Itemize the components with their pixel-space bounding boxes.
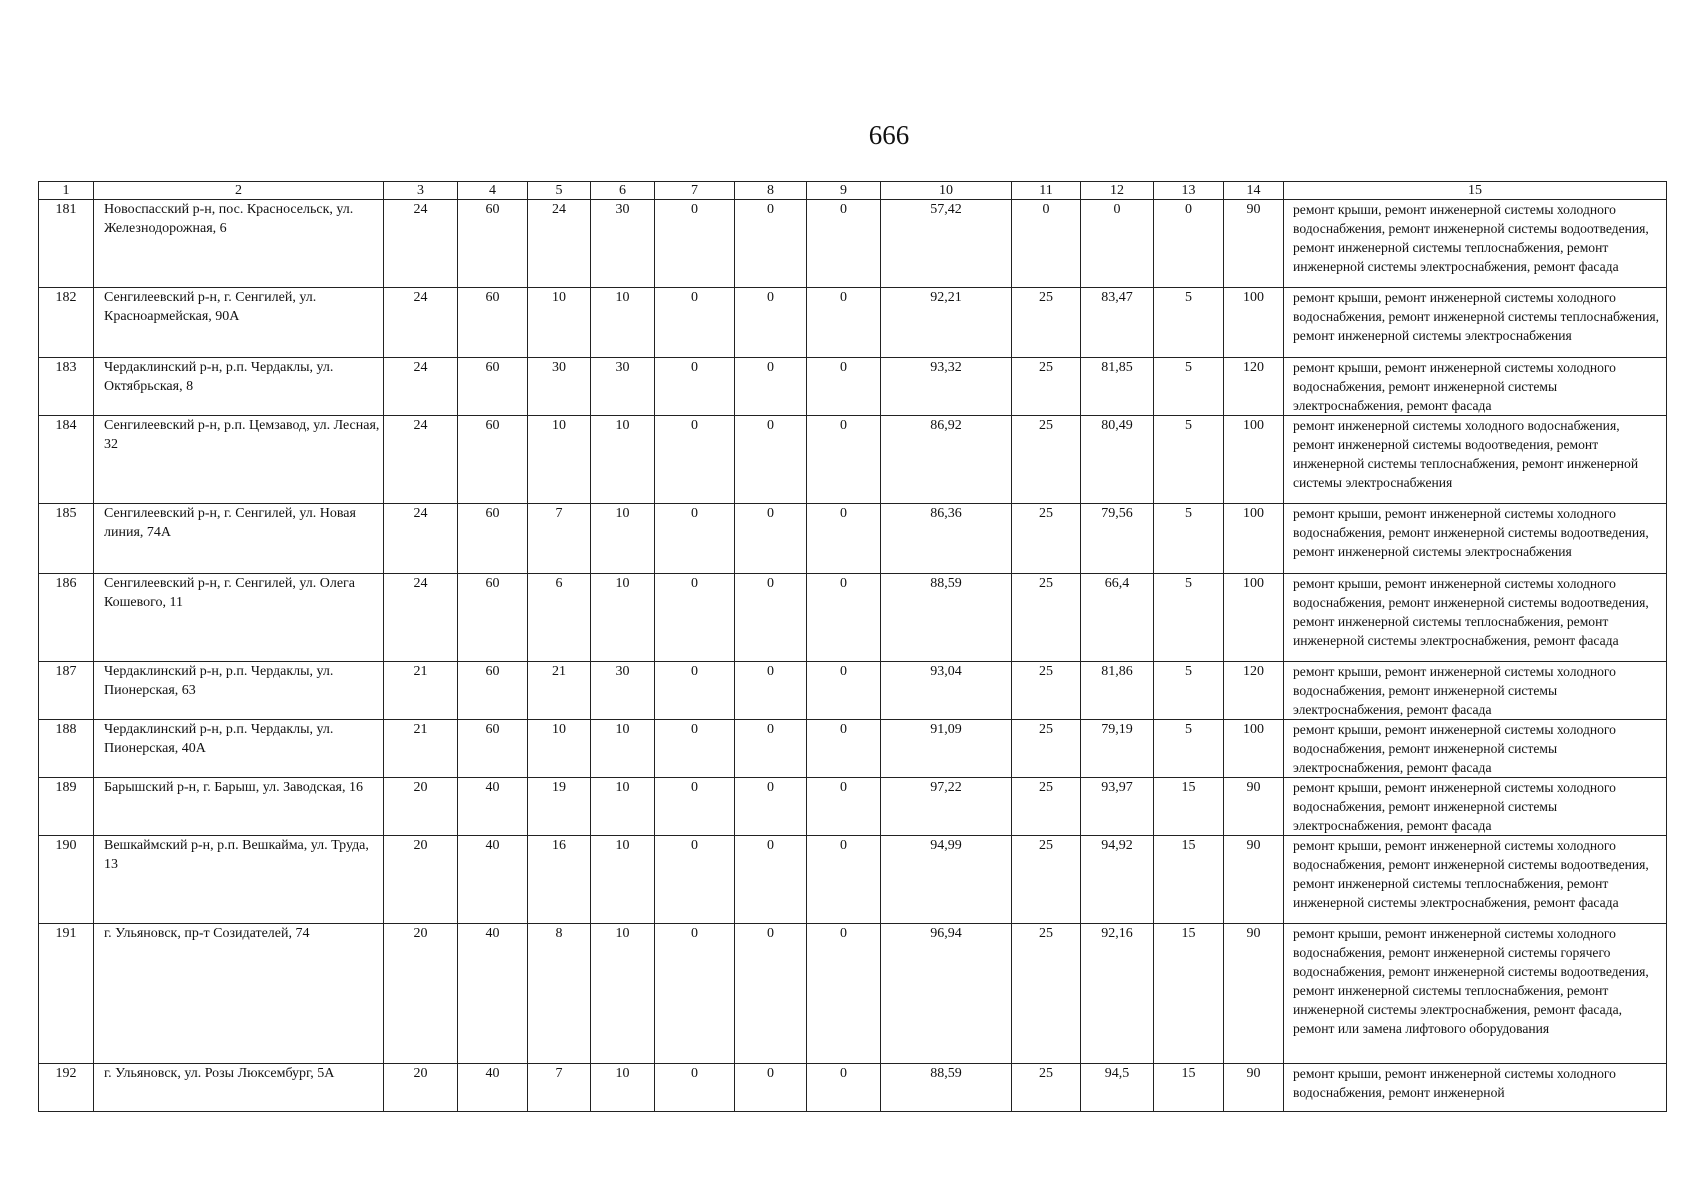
value-cell-9: 0	[807, 924, 881, 1064]
value-cell-12: 80,49	[1081, 416, 1154, 504]
value-cell-14: 100	[1224, 416, 1284, 504]
column-header-2: 2	[94, 182, 384, 200]
table-row	[39, 720, 1667, 778]
value-cell-14: 120	[1224, 662, 1284, 720]
value-cell-5: 7	[528, 504, 591, 574]
value-cell-12: 93,97	[1081, 778, 1154, 836]
value-cell-7: 0	[655, 720, 735, 778]
value-cell-14: 120	[1224, 358, 1284, 416]
table-header	[39, 182, 1667, 200]
value-cell-7: 0	[655, 200, 735, 288]
value-cell-4: 40	[458, 778, 528, 836]
value-cell-7: 0	[655, 358, 735, 416]
value-cell-11: 25	[1012, 288, 1081, 358]
address-cell: Сенгилеевский р-н, г. Сенгилей, ул. Новая линия, 74А	[94, 504, 384, 574]
table-row	[39, 200, 1667, 288]
value-cell-8: 0	[735, 662, 807, 720]
value-cell-11: 25	[1012, 358, 1081, 416]
column-header-14: 14	[1224, 182, 1284, 200]
column-header-13: 13	[1154, 182, 1224, 200]
value-cell-7: 0	[655, 1064, 735, 1112]
works-cell: ремонт инженерной системы холодного водоснабжения, ремонт инженерной системы водоотведения, ремонт инженерной системы теплоснабжения, ремонт инженерной системы электроснабжения	[1284, 416, 1667, 504]
value-cell-10: 86,92	[881, 416, 1012, 504]
address-cell: Сенгилеевский р-н, р.п. Цемзавод, ул. Лесная, 32	[94, 416, 384, 504]
value-cell-5: 21	[528, 662, 591, 720]
value-cell-5: 8	[528, 924, 591, 1064]
value-cell-11: 25	[1012, 574, 1081, 662]
value-cell-7: 0	[655, 778, 735, 836]
value-cell-10: 88,59	[881, 1064, 1012, 1112]
value-cell-13: 15	[1154, 924, 1224, 1064]
value-cell-9: 0	[807, 836, 881, 924]
row-number: 185	[39, 504, 94, 574]
works-cell: ремонт крыши, ремонт инженерной системы холодного водоснабжения, ремонт инженерной системы электроснабжения, ремонт фасада	[1284, 778, 1667, 836]
value-cell-3: 21	[384, 662, 458, 720]
value-cell-13: 5	[1154, 662, 1224, 720]
works-cell: ремонт крыши, ремонт инженерной системы холодного водоснабжения, ремонт инженерной	[1284, 1064, 1667, 1112]
row-number: 183	[39, 358, 94, 416]
table-row	[39, 288, 1667, 358]
value-cell-5: 30	[528, 358, 591, 416]
value-cell-13: 5	[1154, 504, 1224, 574]
value-cell-4: 40	[458, 924, 528, 1064]
value-cell-10: 94,99	[881, 836, 1012, 924]
value-cell-11: 25	[1012, 924, 1081, 1064]
value-cell-8: 0	[735, 1064, 807, 1112]
column-header-4: 4	[458, 182, 528, 200]
value-cell-3: 20	[384, 924, 458, 1064]
works-cell: ремонт крыши, ремонт инженерной системы холодного водоснабжения, ремонт инженерной системы водоотведения, ремонт инженерной системы теплоснабжения, ремонт инженерной системы электроснабжения, ремонт фасада	[1284, 574, 1667, 662]
value-cell-9: 0	[807, 288, 881, 358]
value-cell-8: 0	[735, 200, 807, 288]
value-cell-6: 10	[591, 778, 655, 836]
value-cell-14: 90	[1224, 200, 1284, 288]
value-cell-3: 24	[384, 288, 458, 358]
header-row	[39, 182, 1667, 200]
value-cell-14: 100	[1224, 574, 1284, 662]
value-cell-8: 0	[735, 358, 807, 416]
value-cell-3: 24	[384, 200, 458, 288]
works-cell: ремонт крыши, ремонт инженерной системы холодного водоснабжения, ремонт инженерной системы водоотведения, ремонт инженерной системы теплоснабжения, ремонт инженерной системы электроснабжения, ремонт фасада	[1284, 836, 1667, 924]
value-cell-11: 0	[1012, 200, 1081, 288]
value-cell-14: 90	[1224, 836, 1284, 924]
value-cell-5: 10	[528, 416, 591, 504]
value-cell-8: 0	[735, 504, 807, 574]
value-cell-3: 21	[384, 720, 458, 778]
value-cell-5: 19	[528, 778, 591, 836]
value-cell-7: 0	[655, 416, 735, 504]
value-cell-4: 60	[458, 662, 528, 720]
value-cell-10: 93,32	[881, 358, 1012, 416]
value-cell-11: 25	[1012, 504, 1081, 574]
value-cell-14: 90	[1224, 1064, 1284, 1112]
value-cell-12: 79,19	[1081, 720, 1154, 778]
value-cell-9: 0	[807, 662, 881, 720]
address-cell: Вешкаймский р-н, р.п. Вешкайма, ул. Труда, 13	[94, 836, 384, 924]
value-cell-4: 60	[458, 288, 528, 358]
value-cell-14: 90	[1224, 924, 1284, 1064]
table-row	[39, 574, 1667, 662]
value-cell-12: 83,47	[1081, 288, 1154, 358]
value-cell-6: 10	[591, 504, 655, 574]
value-cell-6: 10	[591, 924, 655, 1064]
works-cell: ремонт крыши, ремонт инженерной системы холодного водоснабжения, ремонт инженерной системы теплоснабжения, ремонт инженерной системы электроснабжения	[1284, 288, 1667, 358]
value-cell-5: 6	[528, 574, 591, 662]
value-cell-10: 97,22	[881, 778, 1012, 836]
value-cell-12: 92,16	[1081, 924, 1154, 1064]
row-number: 192	[39, 1064, 94, 1112]
value-cell-5: 10	[528, 720, 591, 778]
value-cell-5: 16	[528, 836, 591, 924]
value-cell-3: 24	[384, 416, 458, 504]
value-cell-14: 90	[1224, 778, 1284, 836]
value-cell-9: 0	[807, 358, 881, 416]
works-cell: ремонт крыши, ремонт инженерной системы холодного водоснабжения, ремонт инженерной системы электроснабжения, ремонт фасада	[1284, 720, 1667, 778]
column-header-7: 7	[655, 182, 735, 200]
value-cell-10: 91,09	[881, 720, 1012, 778]
value-cell-8: 0	[735, 720, 807, 778]
column-header-8: 8	[735, 182, 807, 200]
value-cell-13: 5	[1154, 720, 1224, 778]
value-cell-10: 88,59	[881, 574, 1012, 662]
column-header-11: 11	[1012, 182, 1081, 200]
row-number: 190	[39, 836, 94, 924]
works-cell: ремонт крыши, ремонт инженерной системы холодного водоснабжения, ремонт инженерной системы водоотведения, ремонт инженерной системы электроснабжения	[1284, 504, 1667, 574]
value-cell-14: 100	[1224, 720, 1284, 778]
value-cell-13: 5	[1154, 358, 1224, 416]
value-cell-8: 0	[735, 836, 807, 924]
value-cell-12: 66,4	[1081, 574, 1154, 662]
value-cell-4: 60	[458, 504, 528, 574]
value-cell-6: 10	[591, 416, 655, 504]
address-cell: Новоспасский р-н, пос. Красносельск, ул. Железнодорожная, 6	[94, 200, 384, 288]
value-cell-3: 20	[384, 1064, 458, 1112]
value-cell-13: 5	[1154, 288, 1224, 358]
value-cell-14: 100	[1224, 504, 1284, 574]
value-cell-5: 7	[528, 1064, 591, 1112]
value-cell-11: 25	[1012, 416, 1081, 504]
value-cell-5: 10	[528, 288, 591, 358]
value-cell-6: 10	[591, 288, 655, 358]
value-cell-10: 93,04	[881, 662, 1012, 720]
value-cell-12: 0	[1081, 200, 1154, 288]
row-number: 184	[39, 416, 94, 504]
value-cell-8: 0	[735, 416, 807, 504]
value-cell-13: 5	[1154, 416, 1224, 504]
address-cell: Чердаклинский р-н, р.п. Чердаклы, ул. Пионерская, 63	[94, 662, 384, 720]
value-cell-12: 79,56	[1081, 504, 1154, 574]
value-cell-9: 0	[807, 504, 881, 574]
value-cell-7: 0	[655, 662, 735, 720]
value-cell-8: 0	[735, 778, 807, 836]
value-cell-4: 60	[458, 416, 528, 504]
column-header-3: 3	[384, 182, 458, 200]
page-number: 666	[868, 120, 910, 150]
value-cell-6: 30	[591, 662, 655, 720]
address-cell: Барышский р-н, г. Барыш, ул. Заводская, 16	[94, 778, 384, 836]
value-cell-7: 0	[655, 836, 735, 924]
value-cell-3: 24	[384, 358, 458, 416]
value-cell-6: 30	[591, 358, 655, 416]
value-cell-8: 0	[735, 574, 807, 662]
value-cell-8: 0	[735, 288, 807, 358]
table-row	[39, 416, 1667, 504]
column-header-9: 9	[807, 182, 881, 200]
table-row	[39, 778, 1667, 836]
value-cell-4: 60	[458, 720, 528, 778]
row-number: 187	[39, 662, 94, 720]
value-cell-6: 10	[591, 574, 655, 662]
works-cell: ремонт крыши, ремонт инженерной системы холодного водоснабжения, ремонт инженерной системы электроснабжения, ремонт фасада	[1284, 358, 1667, 416]
value-cell-6: 30	[591, 200, 655, 288]
table-row	[39, 836, 1667, 924]
row-number: 182	[39, 288, 94, 358]
value-cell-5: 24	[528, 200, 591, 288]
value-cell-14: 100	[1224, 288, 1284, 358]
value-cell-6: 10	[591, 1064, 655, 1112]
value-cell-4: 60	[458, 574, 528, 662]
value-cell-4: 60	[458, 358, 528, 416]
value-cell-10: 86,36	[881, 504, 1012, 574]
row-number: 188	[39, 720, 94, 778]
row-number: 186	[39, 574, 94, 662]
row-number: 191	[39, 924, 94, 1064]
column-header-6: 6	[591, 182, 655, 200]
value-cell-12: 81,85	[1081, 358, 1154, 416]
value-cell-3: 20	[384, 778, 458, 836]
column-header-1: 1	[39, 182, 94, 200]
value-cell-9: 0	[807, 416, 881, 504]
value-cell-10: 57,42	[881, 200, 1012, 288]
table-row	[39, 1064, 1667, 1112]
table-row	[39, 504, 1667, 574]
address-cell: г. Ульяновск, ул. Розы Люксембург, 5А	[94, 1064, 384, 1112]
value-cell-8: 0	[735, 924, 807, 1064]
value-cell-12: 94,92	[1081, 836, 1154, 924]
value-cell-9: 0	[807, 1064, 881, 1112]
value-cell-7: 0	[655, 574, 735, 662]
value-cell-13: 15	[1154, 1064, 1224, 1112]
address-cell: г. Ульяновск, пр-т Созидателей, 74	[94, 924, 384, 1064]
value-cell-11: 25	[1012, 836, 1081, 924]
value-cell-12: 94,5	[1081, 1064, 1154, 1112]
column-header-10: 10	[881, 182, 1012, 200]
column-header-5: 5	[528, 182, 591, 200]
column-header-12: 12	[1081, 182, 1154, 200]
value-cell-7: 0	[655, 924, 735, 1064]
value-cell-9: 0	[807, 778, 881, 836]
value-cell-12: 81,86	[1081, 662, 1154, 720]
value-cell-3: 24	[384, 504, 458, 574]
value-cell-9: 0	[807, 574, 881, 662]
works-cell: ремонт крыши, ремонт инженерной системы холодного водоснабжения, ремонт инженерной системы электроснабжения, ремонт фасада	[1284, 662, 1667, 720]
value-cell-10: 92,21	[881, 288, 1012, 358]
address-cell: Чердаклинский р-н, р.п. Чердаклы, ул. Пионерская, 40А	[94, 720, 384, 778]
value-cell-7: 0	[655, 288, 735, 358]
row-number: 181	[39, 200, 94, 288]
table-body	[39, 200, 1667, 1112]
value-cell-13: 5	[1154, 574, 1224, 662]
value-cell-11: 25	[1012, 778, 1081, 836]
value-cell-6: 10	[591, 836, 655, 924]
row-number: 189	[39, 778, 94, 836]
works-cell: ремонт крыши, ремонт инженерной системы холодного водоснабжения, ремонт инженерной системы водоотведения, ремонт инженерной системы теплоснабжения, ремонт инженерной системы электроснабжения, ремонт фасада	[1284, 200, 1667, 288]
address-cell: Чердаклинский р-н, р.п. Чердаклы, ул. Октябрьская, 8	[94, 358, 384, 416]
value-cell-4: 40	[458, 836, 528, 924]
value-cell-11: 25	[1012, 662, 1081, 720]
table-row	[39, 358, 1667, 416]
value-cell-9: 0	[807, 720, 881, 778]
value-cell-11: 25	[1012, 720, 1081, 778]
register-table	[38, 181, 1667, 1112]
table-row	[39, 662, 1667, 720]
value-cell-7: 0	[655, 504, 735, 574]
value-cell-3: 24	[384, 574, 458, 662]
value-cell-9: 0	[807, 200, 881, 288]
column-header-15: 15	[1284, 182, 1667, 200]
value-cell-13: 15	[1154, 778, 1224, 836]
address-cell: Сенгилеевский р-н, г. Сенгилей, ул. Олега Кошевого, 11	[94, 574, 384, 662]
value-cell-11: 25	[1012, 1064, 1081, 1112]
value-cell-3: 20	[384, 836, 458, 924]
value-cell-4: 60	[458, 200, 528, 288]
value-cell-10: 96,94	[881, 924, 1012, 1064]
value-cell-6: 10	[591, 720, 655, 778]
value-cell-4: 40	[458, 1064, 528, 1112]
address-cell: Сенгилеевский р-н, г. Сенгилей, ул. Красноармейская, 90А	[94, 288, 384, 358]
value-cell-13: 0	[1154, 200, 1224, 288]
value-cell-13: 15	[1154, 836, 1224, 924]
works-cell: ремонт крыши, ремонт инженерной системы холодного водоснабжения, ремонт инженерной системы горячего водоснабжения, ремонт инженерной системы водоотведения, ремонт инженерной системы теплоснабжения, ремонт инженерной системы электроснабжения, ремонт фасада, ремонт или замена лифтового оборудования	[1284, 924, 1667, 1064]
table-row	[39, 924, 1667, 1064]
